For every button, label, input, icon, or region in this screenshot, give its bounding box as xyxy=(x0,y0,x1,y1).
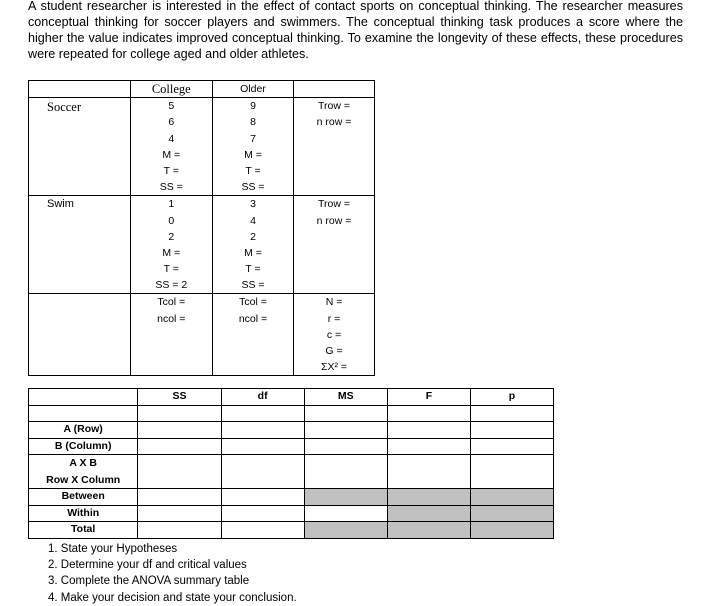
older-totals: Tcol = ncol = xyxy=(212,294,293,376)
soccer-row-totals: Trow = n row = xyxy=(294,98,375,196)
row-header-blank xyxy=(294,81,375,98)
question-4: 4. Make your decision and state your conclusion. xyxy=(48,591,297,604)
question-2: 2. Determine your df and critical values xyxy=(48,559,247,572)
anova-blank-row xyxy=(29,405,554,422)
anova-row-axb: A X B Row X Column xyxy=(29,455,554,489)
anova-row-a: A (Row) xyxy=(29,422,554,439)
soccer-older-cell: 9 8 7 M = T = SS = xyxy=(212,98,293,196)
anova-table xyxy=(28,388,554,539)
swim-older-cell: 3 4 2 M = T = SS = xyxy=(212,196,293,294)
older-header: Older xyxy=(212,81,293,98)
question-1: 1. State your Hypotheses xyxy=(48,543,178,555)
swim-row-totals: Trow = n row = xyxy=(294,196,375,294)
soccer-college-cell: 5 6 4 M = T = SS = xyxy=(130,98,212,196)
soccer-label: Soccer xyxy=(29,98,131,196)
totals-blank xyxy=(29,294,131,376)
question-3: 3. Complete the ANOVA summary table xyxy=(48,575,250,588)
anova-header-row: SS df MS F p xyxy=(29,389,554,406)
anova-row-total: Total xyxy=(29,522,554,539)
anova-row-b: B (Column) xyxy=(29,438,554,455)
anova-row-within: Within xyxy=(29,505,554,522)
header-blank xyxy=(29,81,131,98)
anova-row-between: Between xyxy=(29,489,554,506)
college-header: College xyxy=(130,81,212,98)
data-table xyxy=(28,80,375,376)
intro-paragraph: A student researcher is interested in the effect of contact sports on conceptual thinking. The researcher measures conceptual thinking for soccer players and swimmers. The conceptual thinking task produces a score where the higher the value indicates improved conceptual thinking. To examine the longevity of these effects, these procedures were repeated for college aged and older athletes. xyxy=(28,0,683,61)
college-totals: Tcol = ncol = xyxy=(130,294,212,376)
swim-college-cell: 1 0 2 M = T = SS = 2 xyxy=(130,196,212,294)
grand-totals: N = r = c = G = ΣX² = xyxy=(294,294,375,376)
question-list xyxy=(48,541,297,606)
swim-label: Swim xyxy=(29,196,131,294)
